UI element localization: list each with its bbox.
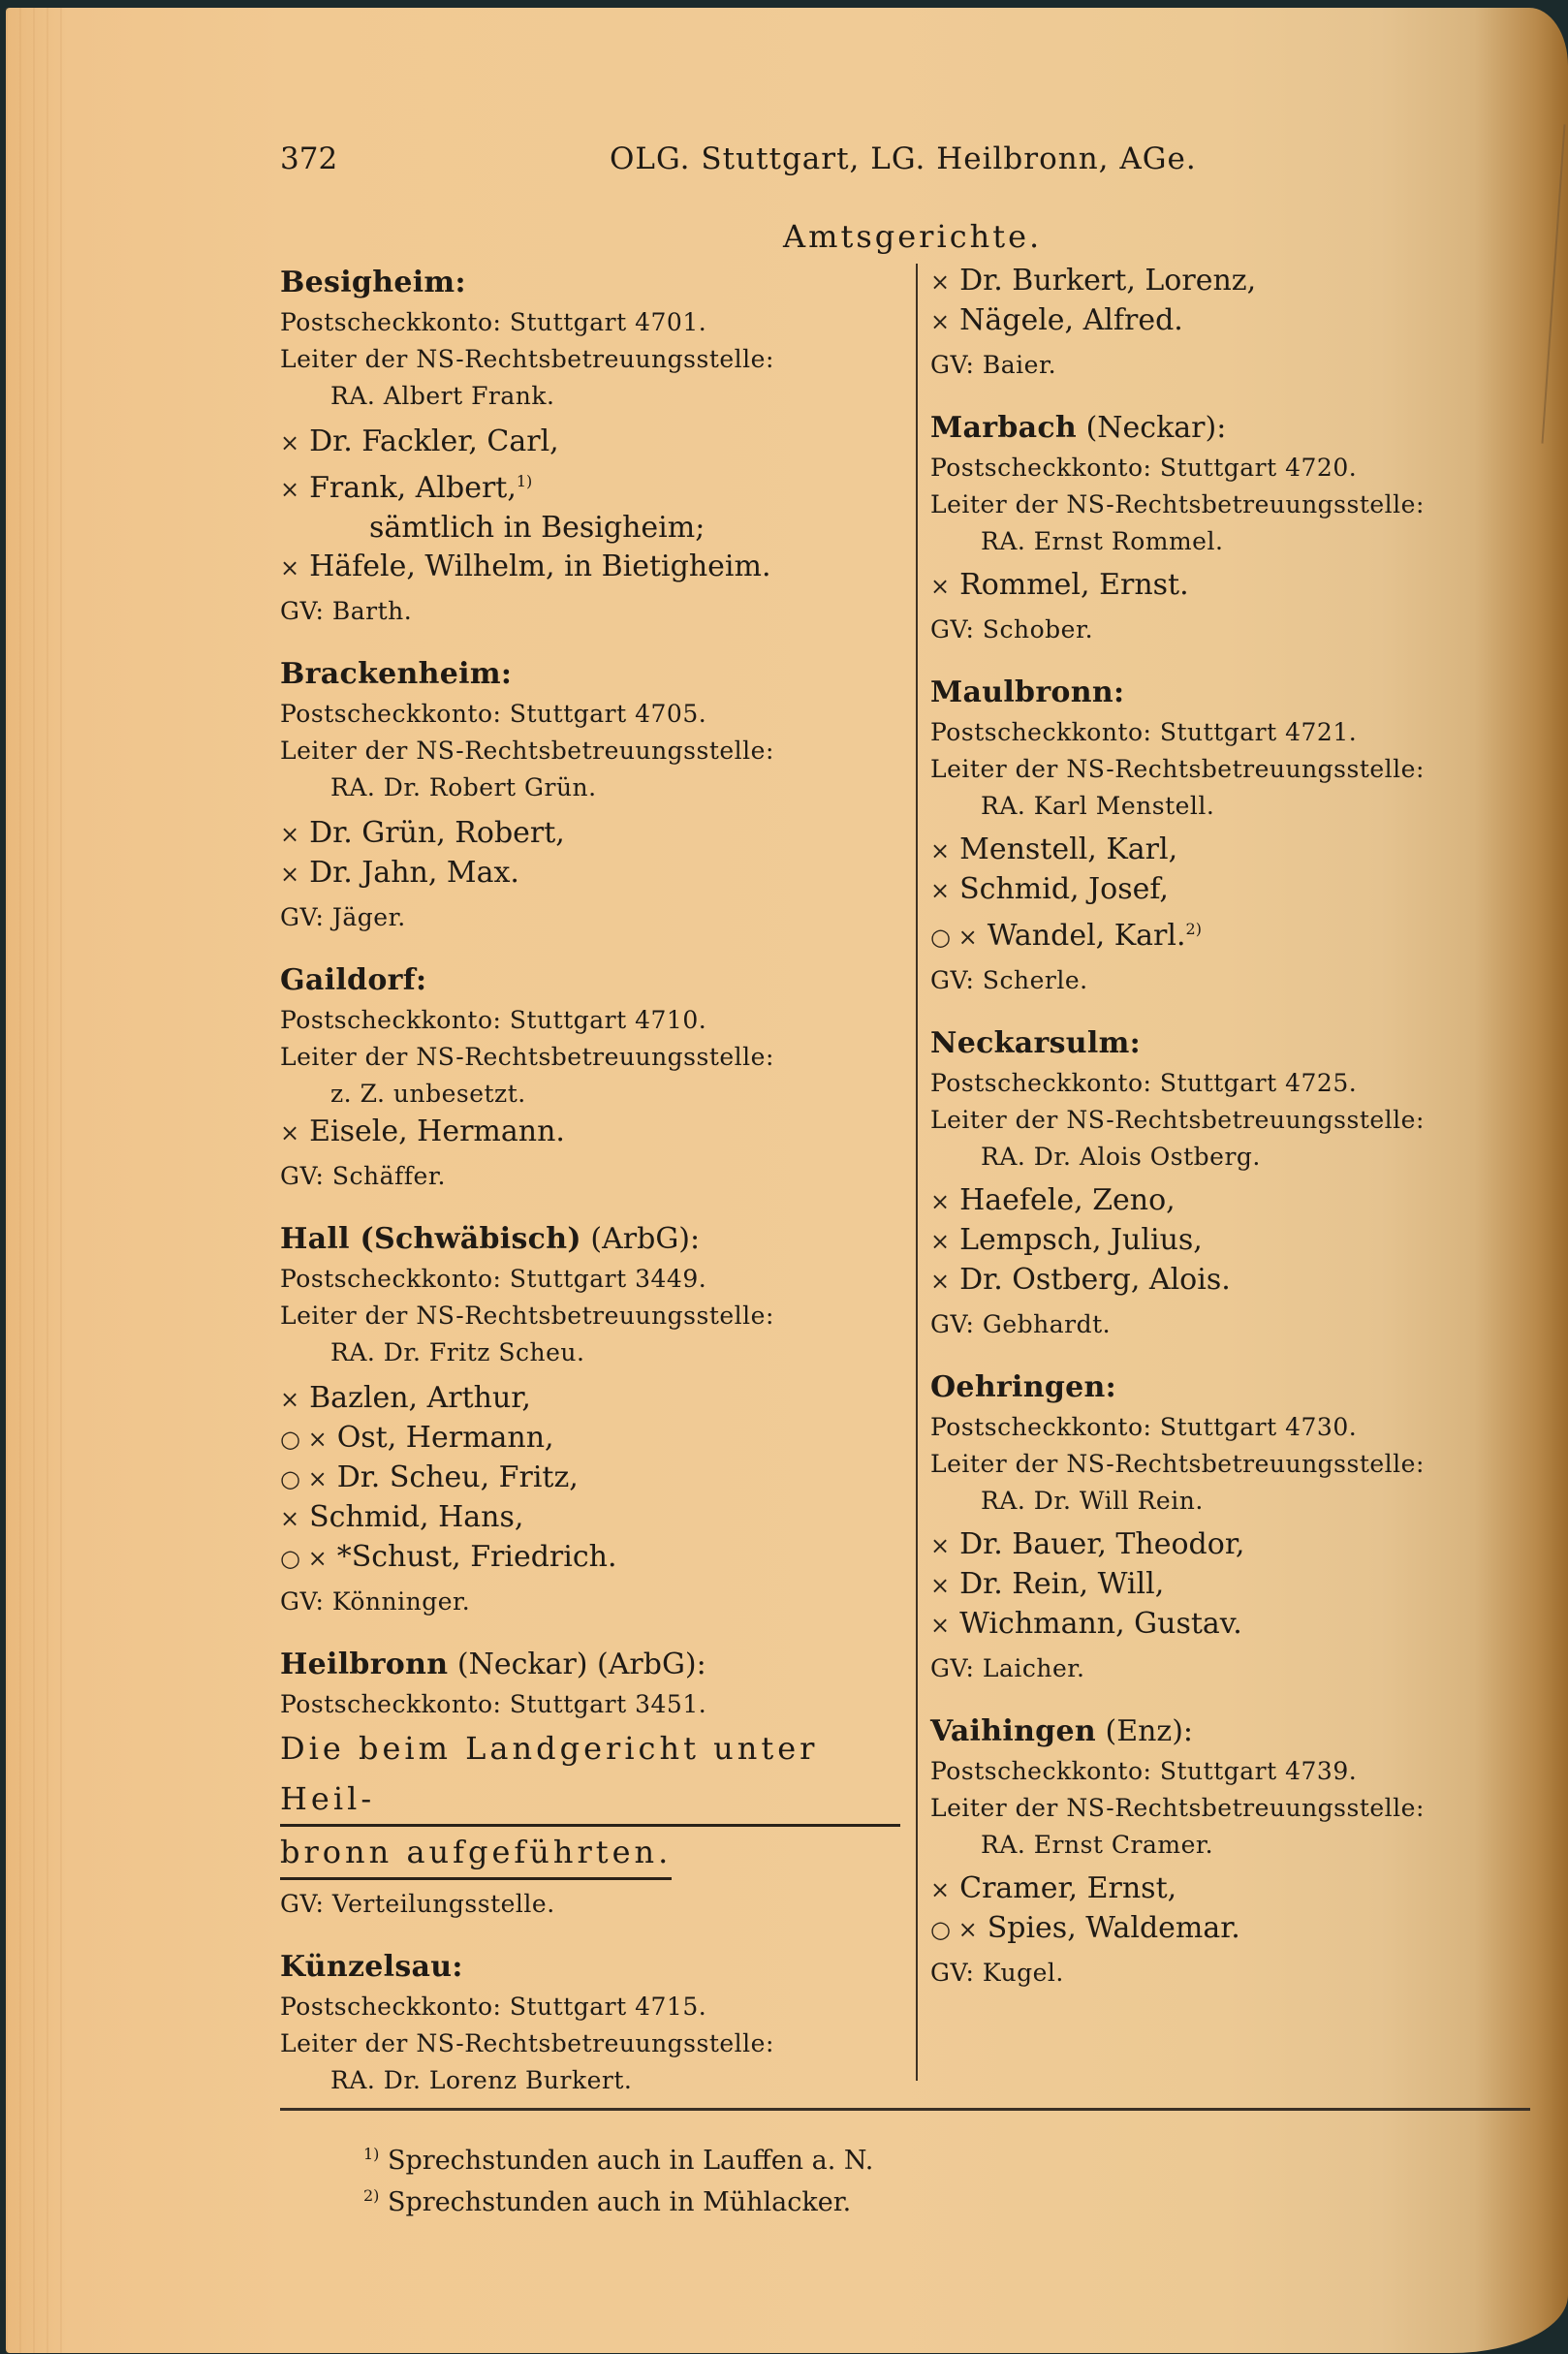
- page-header: [280, 141, 1249, 180]
- court-name: Oehringen:: [930, 1370, 1116, 1404]
- footnote-ref: 2): [1185, 920, 1202, 938]
- page-edge-line: [1541, 124, 1565, 443]
- member-row: × Nägele, Alfred.: [930, 301, 1531, 341]
- leiter-name: RA. Dr. Alois Ostberg.: [981, 1143, 1261, 1171]
- court-entry-kuenzelsau: [280, 1946, 900, 2099]
- member-row: ○ × Dr. Scheu, Fritz,: [280, 1459, 900, 1498]
- lawyer-marker-icon: ×: [930, 1612, 951, 1639]
- postscheck: Postscheckkonto: Stuttgart 4715.: [280, 1993, 707, 2021]
- right-column: [930, 262, 1531, 2015]
- postscheck: Postscheckkonto: Stuttgart 3451.: [280, 1690, 707, 1718]
- member-row: × Bazlen, Arthur,: [280, 1379, 900, 1419]
- leiter-label: Leiter der NS-Rechtsbetreuungsstelle:: [930, 1794, 1425, 1822]
- court-qualifier: (Neckar) (ArbG):: [456, 1648, 706, 1681]
- leiter-name: RA. Ernst Rommel.: [981, 527, 1224, 555]
- member-row: × Rommel, Ernst.: [930, 566, 1531, 606]
- lawyer-marker-icon: ×: [930, 837, 951, 864]
- court-name: Maulbronn:: [930, 675, 1125, 709]
- leiter-name: RA. Ernst Cramer.: [981, 1831, 1214, 1859]
- leiter-label: Leiter der NS-Rechtsbetreuungsstelle:: [930, 1450, 1425, 1478]
- postscheck: Postscheckkonto: Stuttgart 4739.: [930, 1757, 1358, 1785]
- postscheck: Postscheckkonto: Stuttgart 4705.: [280, 700, 707, 728]
- lawyer-marker-icon: ×: [930, 1876, 951, 1903]
- footnote-2: $^{2)}$ Sprechstunden auch in Mühlacker.: [363, 2186, 852, 2217]
- court-name: Gaildorf:: [280, 963, 427, 997]
- member-row: sämtlich in Besigheim;: [369, 511, 706, 545]
- lawyer-marker-icon: ×: [930, 1532, 951, 1559]
- member-row: × Dr. Fackler, Carl,: [280, 423, 900, 462]
- member-row: × Schmid, Josef,: [930, 870, 1531, 910]
- member-row: × Dr. Jahn, Max.: [280, 854, 900, 894]
- court-name: Hall (Schwäbisch): [280, 1222, 581, 1256]
- leiter-label: Leiter der NS-Rechtsbetreuungsstelle:: [930, 755, 1425, 783]
- handwritten-notice: [280, 1723, 900, 1827]
- footnote-ref: 1): [516, 472, 533, 490]
- court-entry-continuation: [930, 262, 1531, 386]
- court-entry-brackenheim: [280, 653, 900, 938]
- court-entry-heilbronn: [280, 1644, 900, 1925]
- member-row: × Menstell, Karl,: [930, 831, 1531, 870]
- notary-lawyer-marker-icon: ○ ×: [280, 1426, 328, 1453]
- lawyer-marker-icon: ×: [930, 1188, 951, 1215]
- lawyer-marker-icon: ×: [280, 1505, 300, 1532]
- footnotes: [363, 2137, 873, 2220]
- lawyer-marker-icon: ×: [280, 821, 300, 848]
- court-entry-gaildorf: [280, 959, 900, 1197]
- court-entry-hall: [280, 1218, 900, 1622]
- postscheck: Postscheckkonto: Stuttgart 4725.: [930, 1069, 1358, 1097]
- member-row: × Wichmann, Gustav.: [930, 1605, 1531, 1645]
- leiter-label: Leiter der NS-Rechtsbetreuungsstelle:: [280, 345, 774, 373]
- lawyer-marker-icon: ×: [280, 1119, 300, 1146]
- member-row: × Dr. Rein, Will,: [930, 1565, 1531, 1605]
- leiter-label: Leiter der NS-Rechtsbetreuungsstelle:: [280, 1043, 774, 1071]
- gerichtsvollzieher: GV: Barth.: [280, 597, 413, 625]
- leiter-name: RA. Dr. Robert Grün.: [330, 773, 597, 801]
- section-title: Amtsgerichte.: [783, 218, 1043, 255]
- court-entry-vaihingen: [930, 1711, 1531, 1993]
- postscheck: Postscheckkonto: Stuttgart 4720.: [930, 454, 1358, 482]
- member-row: × Cramer, Ernst,: [930, 1869, 1531, 1909]
- member-row: × Häfele, Wilhelm, in Bietigheim.: [280, 548, 900, 587]
- gerichtsvollzieher: GV: Gebhardt.: [930, 1310, 1112, 1338]
- lawyer-marker-icon: ×: [930, 877, 951, 904]
- notary-lawyer-marker-icon: ○ ×: [930, 924, 978, 951]
- leiter-label: Leiter der NS-Rechtsbetreuungsstelle:: [930, 490, 1425, 518]
- member-row: × Lempsch, Julius,: [930, 1221, 1531, 1261]
- notary-lawyer-marker-icon: ○ ×: [280, 1545, 328, 1572]
- footnote-1: $^{1)}$ Sprechstunden auch in Lauffen a. N.: [363, 2145, 874, 2176]
- member-row: × Eisele, Hermann.: [280, 1113, 900, 1152]
- leiter-name: z. Z. unbesetzt.: [330, 1080, 526, 1108]
- left-column: [280, 262, 900, 2120]
- handwritten-notice: [280, 1827, 900, 1880]
- gerichtsvollzieher: GV: Laicher.: [930, 1654, 1085, 1682]
- gerichtsvollzieher: GV: Baier.: [930, 351, 1057, 379]
- court-entry-marbach: [930, 407, 1531, 650]
- postscheck: Postscheckkonto: Stuttgart 3449.: [280, 1265, 707, 1293]
- postscheck: Postscheckkonto: Stuttgart 4710.: [280, 1006, 707, 1034]
- court-name: Besigheim:: [280, 266, 466, 299]
- column-divider: [916, 264, 918, 2081]
- lawyer-marker-icon: ×: [930, 1572, 951, 1599]
- lawyer-marker-icon: ×: [280, 476, 300, 503]
- court-qualifier: (Neckar):: [1085, 411, 1227, 445]
- leiter-label: Leiter der NS-Rechtsbetreuungsstelle:: [280, 737, 774, 765]
- court-name: Vaihingen: [930, 1714, 1096, 1748]
- postscheck: Postscheckkonto: Stuttgart 4730.: [930, 1413, 1358, 1441]
- court-name: Künzelsau:: [280, 1950, 463, 1984]
- court-qualifier: (Enz):: [1105, 1714, 1194, 1748]
- member-row: × Dr. Grün, Robert,: [280, 814, 900, 854]
- gerichtsvollzieher: GV: Schäffer.: [280, 1162, 446, 1190]
- notice-line-1: Die beim Landgericht unter Heil-: [280, 1723, 900, 1827]
- court-entry-besigheim: [280, 262, 900, 632]
- member-row: × Dr. Ostberg, Alois.: [930, 1261, 1531, 1301]
- court-entry-maulbronn: [930, 672, 1531, 1001]
- leiter-name: RA. Karl Menstell.: [981, 792, 1215, 820]
- member-row: × Frank, Albert,$^{1)}$: [280, 462, 900, 509]
- court-entry-oehringen: [930, 1366, 1531, 1689]
- court-name: Marbach: [930, 411, 1078, 445]
- lawyer-marker-icon: ×: [280, 429, 300, 456]
- lawyer-marker-icon: ×: [930, 1228, 951, 1255]
- member-row: × Dr. Burkert, Lorenz,: [930, 262, 1531, 301]
- court-name: Heilbronn: [280, 1648, 449, 1681]
- member-row: × Haefele, Zeno,: [930, 1181, 1531, 1221]
- lawyer-marker-icon: ×: [930, 573, 951, 600]
- footnote-divider: [280, 2108, 1530, 2111]
- member-row: × Dr. Bauer, Theodor,: [930, 1525, 1531, 1565]
- lawyer-marker-icon: ×: [930, 308, 951, 335]
- member-row: ○ × *Schust, Friedrich.: [280, 1538, 900, 1578]
- lawyer-marker-icon: ×: [280, 554, 300, 581]
- lawyer-marker-icon: ×: [930, 1268, 951, 1295]
- member-row: ○ × Spies, Waldemar.: [930, 1909, 1531, 1949]
- postscheck: Postscheckkonto: Stuttgart 4701.: [280, 308, 707, 336]
- gerichtsvollzieher: GV: Scherle.: [930, 966, 1088, 994]
- court-qualifier: (ArbG):: [590, 1222, 701, 1256]
- leiter-name: RA. Dr. Will Rein.: [981, 1487, 1204, 1515]
- gerichtsvollzieher: GV: Könninger.: [280, 1587, 471, 1616]
- court-name: Neckarsulm:: [930, 1026, 1142, 1060]
- gerichtsvollzieher: GV: Schober.: [930, 615, 1094, 643]
- lawyer-marker-icon: ×: [930, 268, 951, 296]
- gerichtsvollzieher: GV: Kugel.: [930, 1959, 1064, 1987]
- court-entry-neckarsulm: [930, 1022, 1531, 1345]
- leiter-label: Leiter der NS-Rechtsbetreuungsstelle:: [280, 2029, 774, 2057]
- leiter-label: Leiter der NS-Rechtsbetreuungsstelle:: [930, 1106, 1425, 1134]
- notary-lawyer-marker-icon: ○ ×: [280, 1465, 328, 1492]
- court-name: Brackenheim:: [280, 657, 513, 691]
- notice-line-2: bronn aufgeführten.: [280, 1827, 672, 1880]
- lawyer-marker-icon: ×: [280, 1386, 300, 1413]
- member-row: × Schmid, Hans,: [280, 1498, 900, 1538]
- member-row: ○ × Wandel, Karl.$^{2)}$: [930, 910, 1531, 957]
- postscheck: Postscheckkonto: Stuttgart 4721.: [930, 718, 1358, 746]
- leiter-name: RA. Albert Frank.: [330, 382, 555, 410]
- gerichtsvollzieher: GV: Verteilungsstelle.: [280, 1890, 555, 1918]
- leiter-name: RA. Dr. Fritz Scheu.: [330, 1338, 585, 1366]
- member-row: ○ × Ost, Hermann,: [280, 1419, 900, 1459]
- page-number: 372: [280, 141, 338, 176]
- lawyer-marker-icon: ×: [280, 861, 300, 888]
- leiter-label: Leiter der NS-Rechtsbetreuungsstelle:: [280, 1302, 774, 1330]
- leiter-name: RA. Dr. Lorenz Burkert.: [330, 2066, 633, 2094]
- notary-lawyer-marker-icon: ○ ×: [930, 1916, 978, 1943]
- gerichtsvollzieher: GV: Jäger.: [280, 903, 406, 931]
- running-head: OLG. Stuttgart, LG. Heilbronn, AGe.: [610, 141, 1197, 176]
